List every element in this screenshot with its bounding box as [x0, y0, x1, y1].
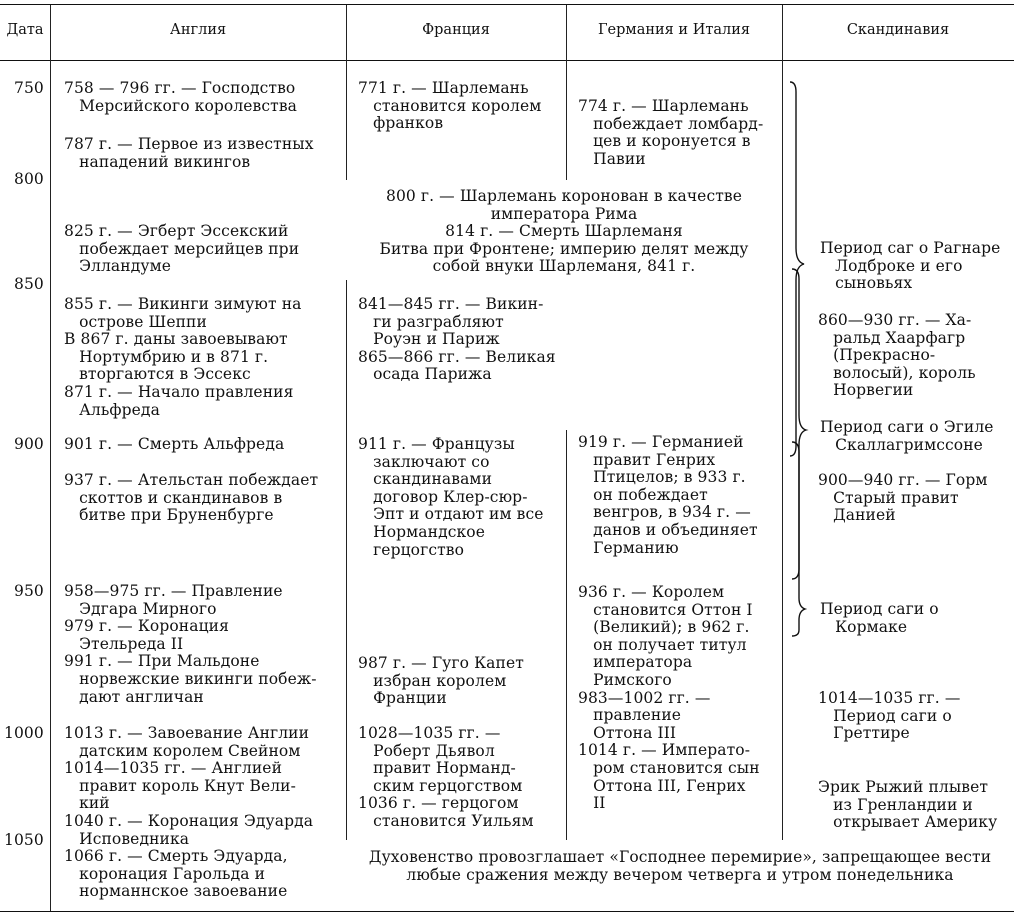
germany-italy-entry: 774 г. — Шарлемань побеждает ломбард- цев и коронуется в Павии: [578, 97, 764, 168]
charlemagne-entry: 800 г. — Шарлемань коронован в качестве императора Рима 814 г. — Смерть Шарлеманя Битва при Фронтене; империю делят между собой внуки Шарлеманя, 841 г.: [379, 187, 749, 276]
scandinavia-entry: 1014—1035 гг. — Период саги о Греттире: [818, 689, 961, 743]
scandinavia-entry: Эрик Рыжий плывет из Гренландии и открывает Америку: [818, 778, 998, 832]
germany-italy-entry: 919 г. — Германией правит Генрих Птицелов; в 933 г. он побеждает венгров, в 934 г. — данов и объединяет Германию: [578, 433, 758, 557]
truce-entry: Духовенство провозглашает «Господнее перемирие», запрещающее вести любые сражения между вечером четверга и утром понедельника: [368, 848, 992, 884]
scandinavia-entry: Период саги о Кормаке: [820, 600, 939, 636]
england-entry: 937 г. — Ательстан побеждает скоттов и скандинавов в битве при Бруненбурге: [64, 471, 319, 525]
england-entry: 958—975 гг. — Правление Эдгара Мирного 979 г. — Коронация Этельреда II 991 г. — При Мальдоне норвежские викинги побеж- дают англичан: [64, 582, 317, 706]
france-entry: 911 г. — Французы заключают со скандинавами договор Клер-сюр- Эпт и отдают им все Нормандское герцогство: [358, 435, 544, 559]
date-800: 800: [14, 170, 44, 188]
date-850: 850: [14, 275, 44, 293]
germany-italy-entry: 936 г. — Королем становится Оттон I (Великий); в 962 г. он получает титул императора Римского 983—1002 гг. — правление Оттона III 1014 г. — Императо- ром становится сын Оттона III, Генрих II: [578, 583, 760, 813]
bottom-rule: [0, 911, 1014, 912]
england-entry: 855 г. — Викинги зимуют на острове Шеппи В 867 г. даны завоевывают Нортумбрию и в 871 г. вторгаются в Эссекс 871 г. — Начало правления Альфреда: [64, 295, 302, 419]
top-rule: [0, 4, 1014, 5]
header-germany-italy: Германия и Италия: [597, 22, 751, 38]
column-divider: [50, 5, 51, 911]
date-750: 750: [14, 79, 44, 97]
header-england: Англия: [169, 22, 227, 38]
france-entry: 987 г. — Гуго Капет избран королем Франции: [358, 654, 524, 708]
england-entry: 825 г. — Эгберт Эссекский побеждает мерсийцев при Элландуме: [64, 222, 300, 276]
header-rule: [0, 60, 1014, 61]
date-900: 900: [14, 435, 44, 453]
header-france: Франция: [422, 22, 490, 38]
scandinavia-entry: Период саги о Эгиле Скаллагримссоне: [820, 418, 994, 454]
date-950: 950: [14, 582, 44, 600]
england-entry: 758 — 796 гг. — Господство Мерсийского королевства: [64, 79, 298, 115]
column-divider: [346, 280, 347, 840]
scandinavia-entry: 900—940 гг. — Горм Старый правит Данией: [818, 471, 988, 525]
header-date: Дата: [6, 22, 44, 38]
scandinavia-entry: Период саг о Рагнаре Лодброке и его сыновьях: [820, 239, 1001, 293]
england-entry: 787 г. — Первое из известных нападений викингов: [64, 135, 314, 171]
france-entry: 771 г. — Шарлемань становится королем франков: [358, 79, 542, 133]
france-entry: 841—845 гг. — Викин- ги разграбляют Роуэн и Париж 865—866 гг. — Великая осада Парижа: [358, 295, 556, 384]
brace-kormak: [790, 440, 810, 640]
column-divider: [782, 5, 783, 840]
column-divider: [566, 430, 567, 840]
england-entry: 901 г. — Смерть Альфреда: [64, 435, 285, 453]
date-1050: 1050: [4, 831, 44, 849]
scandinavia-entry: 860—930 гг. — Ха- ральд Хаарфагр (Прекрасно- волосый), король Норвегии: [818, 311, 976, 400]
header-scandinavia: Скандинавия: [846, 22, 950, 38]
france-entry: 1028—1035 гг. — Роберт Дьявол правит Норманд- ским герцогством 1036 г. — герцогом становится Уильям: [358, 724, 534, 830]
england-entry: 1013 г. — Завоевание Англии датским королем Свейном 1014—1035 гг. — Англией правит король Кнут Вели- кий 1040 г. — Коронация Эдуарда Исповедника 1066 г. — Смерть Эдуарда, коронация Гарольда и норманнское завоевание: [64, 724, 314, 901]
date-1000: 1000: [4, 724, 44, 742]
